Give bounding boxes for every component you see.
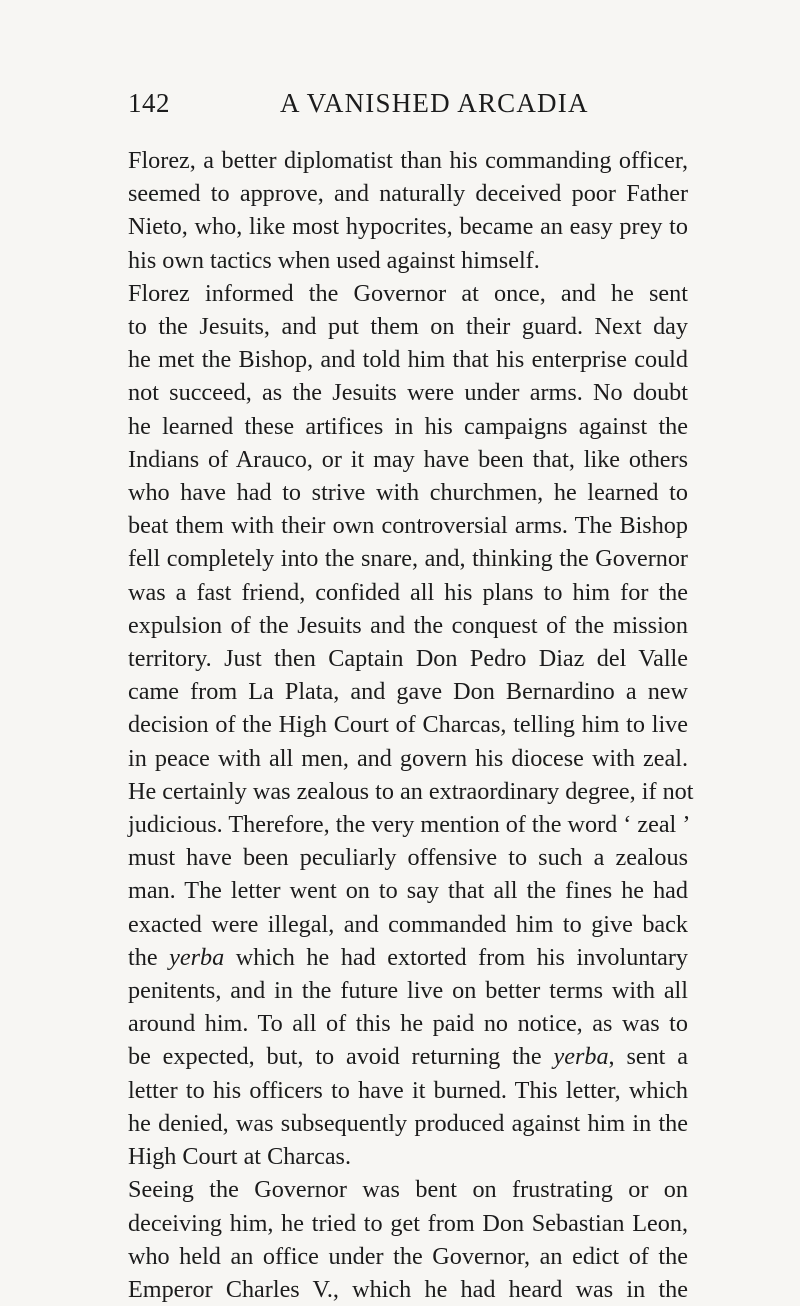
text-line: expulsion of the Jesuits and the conquest of the mission	[128, 611, 688, 639]
body-text	[128, 144, 694, 1306]
text-line: beat them with their own controversial arms. The Bishop	[128, 512, 688, 540]
text-line: be expected, but, to avoid returning the yerba, sent a	[128, 1043, 688, 1071]
text-line: Nieto, who, like most hypocrites, became an easy prey to	[128, 213, 688, 241]
text-line: He certainly was zealous to an extraordinary degree, if not	[128, 777, 694, 805]
text-line: the yerba which he had extorted from his involuntary	[128, 943, 688, 971]
text-line: Florez, a better diplomatist than his commanding officer,	[128, 147, 688, 174]
text-line: Indians of Arauco, or it may have been that, like others	[128, 445, 688, 473]
text-line: exacted were illegal, and commanded him to give back	[128, 910, 688, 938]
text-line: he met the Bishop, and told him that his enterprise could	[128, 346, 688, 374]
italic-word: yerba	[553, 1043, 609, 1071]
text-line: deceiving him, he tried to get from Don Sebastian Leon,	[128, 1209, 688, 1237]
text-line: who held an office under the Governor, an edict of the	[128, 1242, 688, 1270]
text-line: decision of the High Court of Charcas, telling him to live	[128, 711, 688, 739]
text-line: judicious. Therefore, the very mention of the word ‘ zeal ’	[128, 811, 691, 839]
text-line: must have been peculiarly offensive to such a zealous	[128, 844, 688, 872]
text-line: territory. Just then Captain Don Pedro Diaz del Valle	[128, 645, 688, 673]
text-line: letter to his officers to have it burned. This letter, which	[128, 1076, 688, 1104]
text-line: High Court at Charcas.	[128, 1143, 352, 1171]
text-line: to the Jesuits, and put them on their guard. Next day	[128, 313, 688, 341]
page-number: 142	[128, 88, 170, 118]
text-line: who have had to strive with churchmen, he learned to	[128, 479, 688, 507]
text-line: he denied, was subsequently produced against him in the	[128, 1109, 688, 1137]
italic-word: yerba	[169, 943, 225, 971]
text-line: was a fast friend, confided all his plans to him for the	[128, 578, 688, 606]
text-line: he learned these artifices in his campaigns against the	[128, 412, 688, 440]
text-line: Seeing the Governor was bent on frustrating or on	[128, 1176, 688, 1204]
text-line: man. The letter went on to say that all the fines he had	[128, 877, 688, 905]
page-header	[128, 88, 688, 128]
text-line: penitents, and in the future live on better terms with all	[128, 977, 688, 1005]
text-line: Emperor Charles V., which he had heard was in the	[128, 1275, 688, 1303]
running-head: A VANISHED ARCADIA	[280, 88, 589, 118]
text-line: came from La Plata, and gave Don Bernardino a new	[128, 678, 688, 706]
text-line: Florez informed the Governor at once, and he sent	[128, 279, 688, 307]
text-line: around him. To all of this he paid no notice, as was to	[128, 1010, 688, 1038]
text-line: seemed to approve, and naturally deceived poor Father	[128, 180, 688, 208]
text-line: his own tactics when used against himself.	[128, 246, 540, 274]
text-line: fell completely into the snare, and, thinking the Governor	[128, 545, 688, 573]
text-line: not succeed, as the Jesuits were under arms. No doubt	[128, 379, 688, 407]
text-line: in peace with all men, and govern his diocese with zeal.	[128, 744, 688, 772]
